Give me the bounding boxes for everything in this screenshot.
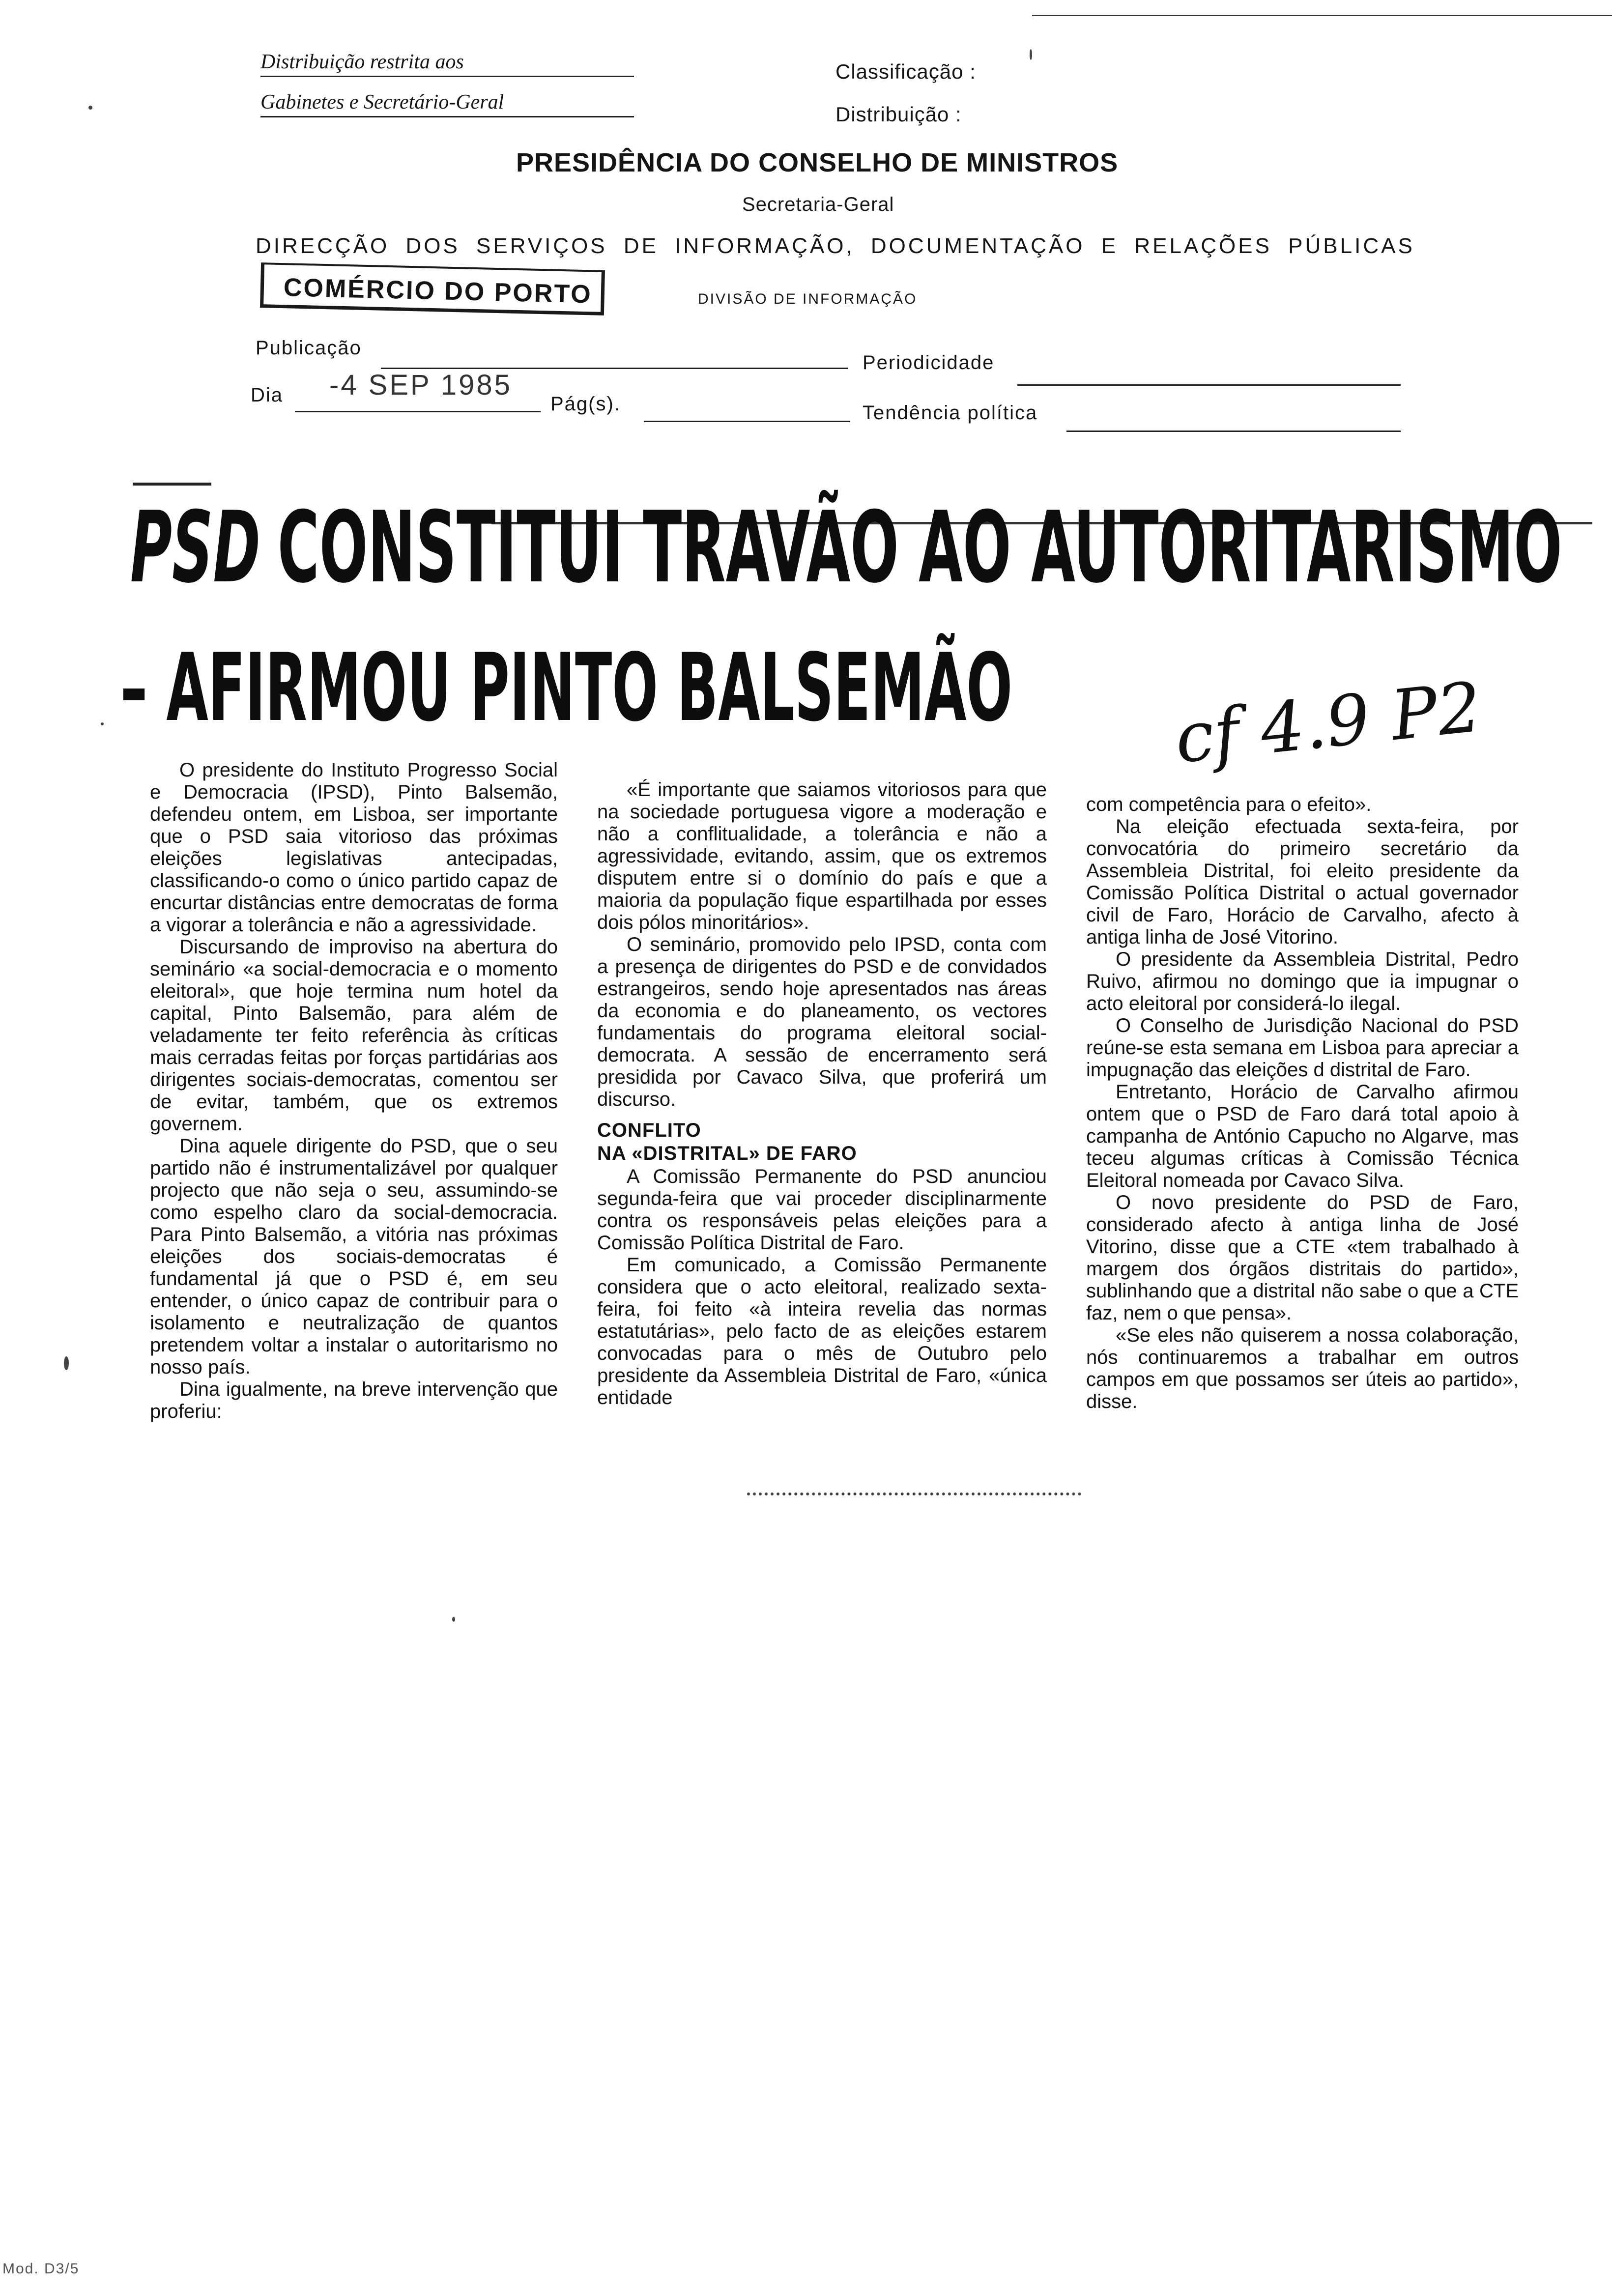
restricted-line-1: Distribuição restrita aos <box>260 48 634 77</box>
col1-paragraph: Dina aquele dirigente do PSD, que o seu partido não é instrumentalizável por qualquer projecto que não seja o seu, assumindo-se como espelho claro da social-democracia. Para Pinto Balsemão, a vitória nas próximas eleições dos sociais-democratas é fundamental já que o PSD é, em seu entender, o único capaz de contribuir para o isolamento e neutralização de quantos pretendem voltar a instalar o autoritarismo no nosso país. <box>150 1135 558 1378</box>
col2-paragraph: «É importante que saiamos vitoriosos para que na sociedade portuguesa vigore a moderação e não a conflitualidade, a tolerância e não a agressividade, evitando, assim, que os extremos disputem entre si o domínio do país e que a maioria da população fique espartilhada por esses dois pólos minoritários». <box>597 779 1047 933</box>
presidencia-heading: PRESIDÊNCIA DO CONSELHO DE MINISTROS <box>516 148 1119 177</box>
col3-paragraph: Entretanto, Horácio de Carvalho afirmou ontem que o PSD de Faro dará total apoio à campanha de António Capucho no Algarve, mas teceu algumas críticas à Comissão Técnica Eleitoral nomeada por Cavaco Silva. <box>1086 1081 1519 1191</box>
dia-label: Dia <box>251 384 284 406</box>
article-column-1 <box>150 759 558 1423</box>
classificacao-label: Classificação : <box>835 60 976 83</box>
handwritten-annotation: cf 4.9 P2 <box>1171 667 1485 779</box>
col2-paragraph: O seminário, promovido pelo IPSD, conta com a presença de dirigentes do PSD e de convidados estrangeiros, sendo hoje apresentados nas áreas da economia e do planeamento, os vectores fundamentais do programa eleitoral social-democrata. A sessão de encerramento será presidida por Cavaco Silva, que proferirá um discurso. <box>597 934 1047 1110</box>
col2-paragraph: Em comunicado, a Comissão Permanente considera que o acto eleitoral, realizado sexta-feira, foi feito «à inteira revelia das normas estatutárias», pelo facto de as eleições estarem convocadas para o mês de Outubro pelo presidente da Assembleia Distrital de Faro, «única entidade <box>597 1254 1047 1408</box>
col2-paragraph: A Comissão Permanente do PSD anunciou segunda-feira que vai proceder disciplinarmente contra os responsáveis pelas eleições para a Comissão Política Distrital de Faro. <box>597 1166 1047 1254</box>
article-column-3 <box>1086 794 1519 1413</box>
pags-line <box>644 421 850 422</box>
restricted-line-2: Gabinetes e Secretário-Geral <box>260 88 634 117</box>
scan-speck <box>88 106 92 110</box>
subhead-line-2: NA «DISTRITAL» DE FARO <box>597 1143 857 1164</box>
col3-paragraph: Na eleição efectuada sexta-feira, por convocatória do primeiro secretário da Assembleia Distrital, foi eleito presidente da Comissão Política Distrital o actual governador civil de Faro, Horácio de Carvalho, afecto à antiga linha de José Vitorino. <box>1086 816 1519 948</box>
col1-paragraph: O presidente do Instituto Progresso Social e Democracia (IPSD), Pinto Balsemão, defendeu ontem, em Lisboa, ser importante que o PSD saia vitorioso das próximas eleições legislativas antecipadas, classificando-o como o único partido capaz de encurtar distâncias entre democratas de forma a vigorar a tolerância e não a agressividade. <box>150 759 558 936</box>
publication-stamp: COMÉRCIO DO PORTO <box>260 262 605 316</box>
headline-line-2: – AFIRMOU PINTO BALSEMÃO <box>120 633 1013 742</box>
secretaria-heading: Secretaria-Geral <box>742 194 894 215</box>
headline-rest: CONSTITUI TRAVÃO AO AUTORITARISMO <box>277 490 1562 605</box>
publicacao-label: Publicação <box>256 337 362 359</box>
pags-label: Pág(s). <box>550 393 621 415</box>
col3-paragraph: O novo presidente do PSD de Faro, considerado afecto à antiga linha de José Vitorino, disse que a CTE «tem trabalhado à margem dos órgãos distritais do partido», sublinhando que a distrital não sabe o que a CTE faz, nem o que pensa». <box>1086 1192 1519 1324</box>
direccao-heading: DIRECÇÃO DOS SERVIÇOS DE INFORMAÇÃO, DOCUMENTAÇÃO E RELAÇÕES PÚBLICAS <box>256 234 1415 258</box>
headline-psd: PSD <box>130 490 260 605</box>
scan-speck <box>452 1617 455 1622</box>
col3-paragraph: O presidente da Assembleia Distrital, Pedro Ruivo, afirmou no domingo que ia impugnar o acto eleitoral por considerá-lo ilegal. <box>1086 948 1519 1014</box>
scan-speck <box>64 1356 69 1370</box>
col3-paragraph: O Conselho de Jurisdição Nacional do PSD reúne-se esta semana em Lisboa para apreciar a impugnação das eleições d distrital de Faro. <box>1086 1015 1519 1081</box>
top-rule <box>1032 15 1612 16</box>
date-stamp: -4 SEP 1985 <box>329 369 512 401</box>
col3-paragraph: com competência para o efeito». <box>1086 794 1372 815</box>
rule-short <box>133 483 211 486</box>
headline-line-1 <box>130 490 1562 605</box>
tendencia-label: Tendência política <box>863 402 1038 424</box>
subhead-line-1: CONFLITO <box>597 1119 701 1141</box>
scan-speck <box>101 722 104 725</box>
divisao-heading: DIVISÃO DE INFORMAÇÃO <box>698 291 918 307</box>
col1-paragraph: Discursando de improviso na abertura do seminário «a social-democracia e o momento eleitoral», que hoje termina num hotel da capital, Pinto Balsemão, para além de veladamente ter feito referência às críticas mais cerradas feitas por forças partidárias aos dirigentes sociais-democratas, comentou ser de evitar, também, que os extremos governem. <box>150 936 558 1135</box>
periodicidade-label: Periodicidade <box>863 352 995 373</box>
distribuicao-label: Distribuição : <box>835 103 962 126</box>
article-column-2 <box>597 779 1047 1409</box>
periodicidade-line <box>1017 384 1401 386</box>
col3-paragraph: «Se eles não quiserem a nossa colaboração, nós continuaremos a trabalhar em outros campos em que possamos ser úteis ao partido», disse. <box>1086 1324 1519 1412</box>
dia-line <box>295 411 541 412</box>
end-dotted-rule <box>747 1492 1081 1495</box>
scan-speck <box>1030 49 1032 60</box>
form-model-code: Mod. D3/5 <box>2 2261 80 2277</box>
tendencia-line <box>1066 430 1401 432</box>
col1-paragraph: Dina igualmente, na breve intervenção que proferiu: <box>150 1378 558 1422</box>
